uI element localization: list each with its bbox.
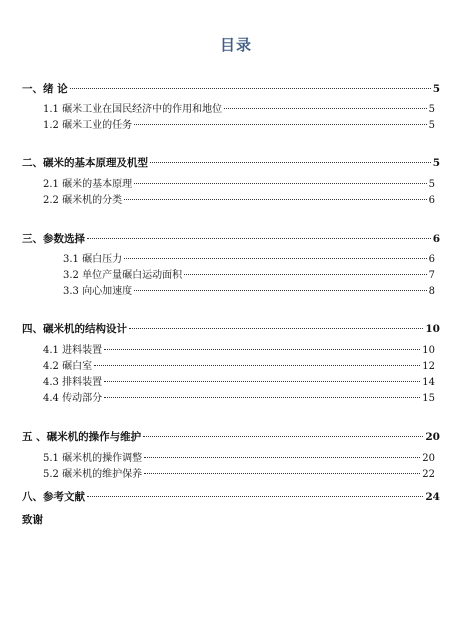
toc-entry-label: 5.1 碾米机的操作调整 xyxy=(43,453,143,464)
toc-entry-4-2[interactable] xyxy=(43,360,435,374)
toc-entry-page: 24 xyxy=(425,491,440,503)
dot-leader xyxy=(104,381,420,382)
toc-entry-page: 14 xyxy=(422,377,435,388)
toc-entry-5-1[interactable] xyxy=(43,452,435,466)
toc-entry-page: 5 xyxy=(428,120,435,131)
toc-entry-5-2[interactable] xyxy=(43,468,435,482)
toc-entry-label: 五 、碾米机的操作与维护 xyxy=(22,431,142,443)
toc-entry-label: 3.1 碾白压力 xyxy=(63,254,123,265)
toc-entry-page: 5 xyxy=(432,157,440,169)
dot-leader xyxy=(94,365,420,366)
dot-leader xyxy=(184,274,427,275)
toc-entry-page: 10 xyxy=(422,345,435,356)
toc-entry-page: 22 xyxy=(422,469,435,480)
toc-entry-label: 一、绪 论 xyxy=(22,83,68,95)
toc-entry-label: 5.2 碾米机的维护保养 xyxy=(43,469,143,480)
dot-leader xyxy=(150,162,431,163)
toc-entry-label: 4.3 排料装置 xyxy=(43,377,103,388)
dot-leader xyxy=(124,199,427,200)
toc-entry-page: 12 xyxy=(422,361,435,372)
toc-entry-label: 三、参数选择 xyxy=(22,233,85,245)
toc-entry-page: 20 xyxy=(425,431,440,443)
dot-leader xyxy=(134,183,427,184)
toc-entry-page: 8 xyxy=(428,286,435,297)
dot-leader xyxy=(104,397,420,398)
toc-entry-label: 4.1 进料装置 xyxy=(43,345,103,356)
toc-entry-3-3[interactable] xyxy=(63,285,435,299)
toc-entry-page: 7 xyxy=(428,270,435,281)
dot-leader xyxy=(70,88,431,89)
toc-entry-chapter-5[interactable] xyxy=(22,430,440,444)
toc-entry-label: 二、碾米的基本原理及机型 xyxy=(22,157,148,169)
toc-entry-label: 4.4 传动部分 xyxy=(43,393,103,404)
toc-entry-label: 2.2 碾米机的分类 xyxy=(43,195,123,206)
toc-entry-page: 15 xyxy=(422,393,435,404)
toc-entry-1-1[interactable] xyxy=(43,103,435,117)
toc-entry-4-3[interactable] xyxy=(43,376,435,390)
toc-entry-page: 6 xyxy=(432,233,440,245)
toc-entry-chapter-1[interactable] xyxy=(22,82,440,96)
toc-entry-page: 10 xyxy=(425,323,440,335)
dot-leader xyxy=(144,473,420,474)
dot-leader xyxy=(143,436,423,437)
dot-leader xyxy=(104,349,420,350)
dot-leader xyxy=(224,108,427,109)
toc-entry-page: 5 xyxy=(428,104,435,115)
toc-entry-3-2[interactable] xyxy=(63,269,435,283)
toc-entry-page: 5 xyxy=(428,179,435,190)
toc-entry-1-2[interactable] xyxy=(43,119,435,133)
toc-entry-chapter-3[interactable] xyxy=(22,232,440,246)
toc-entry-label: 致谢 xyxy=(22,514,43,526)
toc-entry-label: 4.2 碾白室 xyxy=(43,361,93,372)
toc-entry-page: 6 xyxy=(428,195,435,206)
toc-entry-label: 3.2 单位产量碾白运动面积 xyxy=(63,270,183,281)
toc-entry-label: 2.1 碾米的基本原理 xyxy=(43,179,133,190)
toc-entry-chapter-4[interactable] xyxy=(22,322,440,336)
dot-leader xyxy=(134,124,427,125)
dot-leader xyxy=(134,290,427,291)
dot-leader xyxy=(129,328,423,329)
dot-leader xyxy=(87,496,423,497)
toc-entry-3-1[interactable] xyxy=(63,253,435,267)
toc-entry-label: 八、参考文献 xyxy=(22,491,85,503)
toc-entry-4-1[interactable] xyxy=(43,344,435,358)
toc-entry-chapter-2[interactable] xyxy=(22,156,440,170)
dot-leader xyxy=(124,258,427,259)
toc-entry-label: 四、碾米机的结构设计 xyxy=(22,323,127,335)
toc-entry-2-1[interactable] xyxy=(43,178,435,192)
toc-entry-label: 3.3 向心加速度 xyxy=(63,286,133,297)
toc-entry-page: 6 xyxy=(428,254,435,265)
toc-title: 目录 xyxy=(219,36,252,54)
toc-entry-label: 1.1 碾米工业在国民经济中的作用和地位 xyxy=(43,104,223,115)
dot-leader xyxy=(87,238,431,239)
toc-entry-label: 1.2 碾米工业的任务 xyxy=(43,120,133,131)
toc-entry-4-4[interactable] xyxy=(43,392,435,406)
toc-entry-page: 5 xyxy=(432,83,440,95)
toc-entry-2-2[interactable] xyxy=(43,194,435,208)
dot-leader xyxy=(144,457,420,458)
toc-entry-acknowledgements[interactable] xyxy=(22,513,43,527)
toc-entry-references[interactable] xyxy=(22,490,440,504)
toc-entry-page: 20 xyxy=(422,453,435,464)
